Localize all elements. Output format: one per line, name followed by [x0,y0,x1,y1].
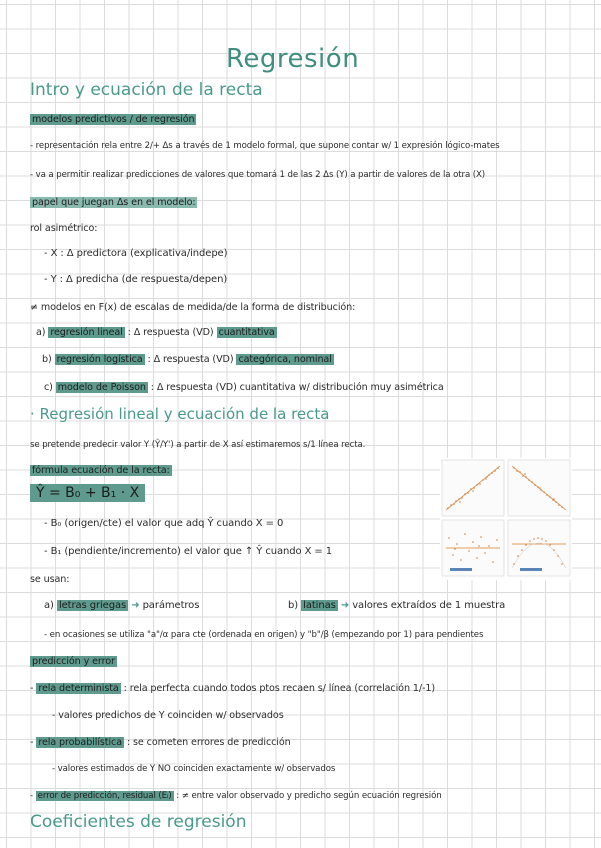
scatter-plots-image [440,458,572,580]
section-heading-regresion-lineal: · Regresión lineal y ecuación de la recta [30,405,330,423]
highlight: error de predicción, residual (Eᵢ) [37,791,172,801]
item-marker: c) [44,382,53,393]
item-marker: - [30,683,37,694]
highlight: letras griegas [58,600,127,611]
list-item [30,683,435,694]
list-item [288,600,505,611]
list-item [36,327,277,338]
section-heading-coeficientes: Coeficientes de regresión [30,812,247,832]
highlight: regresión logística [56,354,143,365]
text-line: - representación rela entre 2/+ Δs a través de 1 modelo formal, que supone contar w/ 1 expresión lógico-mates [30,141,500,151]
highlight: regresión lineal [50,327,123,338]
list-item [44,600,199,611]
text-line [30,465,172,476]
text-line: - valores estimados de Y NO coinciden exactamente w/ observados [52,764,336,774]
text-line: - en ocasiones se utiliza "a"/α para cte (ordenada en origen) y "b"/β (empezando por 1) para pendientes [44,630,484,640]
text-line: ≠ modelos en F(x) de escalas de medida/de la forma de distribución: [30,302,356,313]
highlight: categórica, nominal [238,354,332,365]
item-text: : se cometen errores de predicción [126,737,291,748]
text-line: - B₁ (pendiente/incremento) el valor que ↑ Ŷ cuando X = 1 [44,546,333,557]
item-marker: - [30,791,36,801]
item-text: : rela perfecta cuando todos ptos recaen s/ línea (correlación 1/-1) [123,683,436,694]
text-line [30,656,117,667]
item-text: : Δ respuesta (VD) [147,354,234,365]
scatter-panel-none [442,520,504,576]
highlight: predicción y error [32,656,115,667]
item-text: : Δ respuesta (VD) [127,327,214,338]
highlight: rela probabilística [38,737,122,748]
highlight: modelos predictivos / de regresión [32,114,195,125]
text-line: - B₀ (origen/cte) el valor que adq Ŷ cuando X = 0 [44,518,284,529]
section-heading-intro: Intro y ecuación de la recta [30,80,263,100]
text-line [30,197,197,208]
highlight: cuantitativa [218,327,275,338]
item-marker: a) [36,327,46,338]
text-line: se pretende predecir valor Y (Ŷ/Y') a partir de X así estimaremos s/1 línea recta. [30,440,366,450]
item-marker: b) [288,600,299,611]
highlight: latinas [303,600,336,611]
list-item [44,382,444,393]
regression-formula: Ŷ = B₀ + B₁ · X [30,484,145,502]
text-line: - Y : Δ predicha (de respuesta/depen) [44,274,228,285]
scatter-panel-negative [508,460,570,516]
item-marker: b) [42,354,52,365]
text-line: - X : Δ predictora (explicativa/indepe) [44,248,228,259]
highlight: papel que juegan Δs en el modelo: [32,197,196,208]
item-text: : Δ respuesta (VD) cuantitativa w/ distribución muy asimétrica [150,382,444,393]
arrow-right-icon: ➜ [340,600,350,611]
text-line: rol asimétrico: [30,223,98,234]
text-line: - valores predichos de Y coinciden w/ observados [52,710,284,721]
text-line: - va a permitir realizar predicciones de valores que tomará 1 de las 2 Δs (Y) a partir de valores de la otra (X) [30,170,486,180]
item-marker: a) [44,600,54,611]
list-item [30,737,291,748]
page-title: Regresión [226,44,360,74]
regression-scatter-figure [440,458,572,580]
list-item [30,791,442,801]
highlight: rela determinista [38,683,119,694]
scatter-panel-curvilinear [508,520,570,576]
highlight: fórmula ecuación de la recta: [32,465,170,476]
item-text: : ≠ entre valor observado y predicho según ecuación regresión [176,791,442,801]
item-text: parámetros [142,600,200,611]
item-text: valores extraídos de 1 muestra [352,600,506,611]
text-line [30,114,196,125]
text-line: se usan: [30,574,70,585]
list-item [42,354,334,365]
arrow-right-icon: ➜ [131,600,140,611]
highlight: modelo de Poisson [57,382,146,393]
scatter-panel-positive [442,460,504,516]
item-marker: - [30,737,37,748]
